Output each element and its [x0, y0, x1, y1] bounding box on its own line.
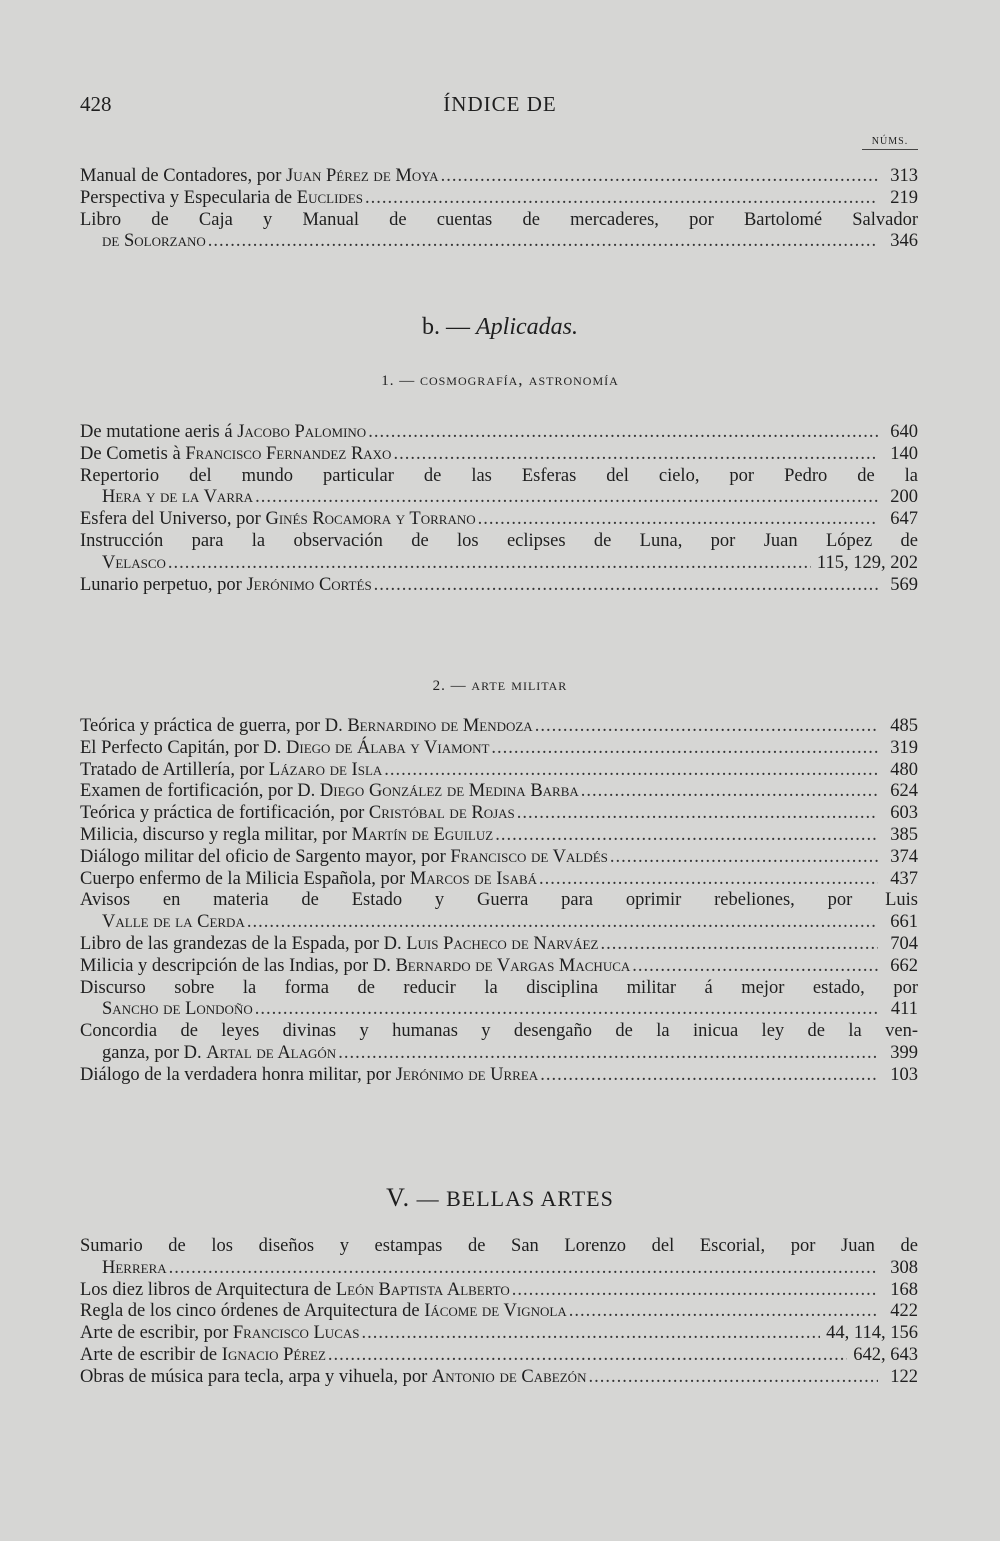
dot-leader [441, 166, 878, 188]
index-entry [80, 781, 918, 803]
entry-text [80, 934, 598, 956]
dot-leader [255, 487, 878, 509]
index-entry [80, 1301, 918, 1323]
entry-title: De Cometis à [80, 443, 186, 464]
dot-leader [478, 509, 878, 531]
entry-author: Jerónimo Cortés [246, 574, 372, 595]
dot-leader [539, 869, 878, 891]
entry-number: 485 [890, 716, 918, 736]
dot-leader [581, 781, 878, 803]
dot-leader [247, 912, 878, 934]
index-entry [80, 738, 918, 760]
section-heading-v [80, 1183, 920, 1213]
entry-author: Francisco de Valdés [450, 846, 608, 867]
entry-author: Luis Pacheco de Narváez [406, 933, 599, 954]
index-entry [80, 825, 918, 847]
section-label: cosmografía, astronomía [419, 370, 619, 389]
entry-number: 411 [890, 999, 918, 1020]
entry-number: 103 [890, 1064, 918, 1085]
entry-first-line: Sumario de los diseños y estampas de San Lorenzo del Escorial, por Juan de [80, 1236, 918, 1256]
index-entry [80, 1065, 918, 1087]
dot-leader [168, 553, 811, 575]
entry-author: Bernardo de Vargas Machuca [395, 955, 631, 976]
entry-title-part: ganza, por D. [102, 1042, 207, 1063]
entries-block-v [80, 1236, 918, 1389]
entry-text [80, 825, 493, 847]
entry-text [80, 422, 366, 444]
subsection-heading-b [80, 314, 920, 341]
entry-title: Los diez libros de Arquitectura de [80, 1279, 336, 1300]
entry-text [102, 1258, 167, 1280]
index-entry [80, 934, 918, 956]
dot-leader [365, 188, 878, 210]
entry-number: 662 [890, 955, 918, 976]
entry-continuation-line [80, 999, 918, 1021]
dot-leader [610, 847, 878, 869]
entry-title: Milicia, discurso y regla militar, por [80, 824, 352, 845]
entries-block-a [80, 166, 918, 253]
entry-line [80, 509, 918, 531]
entry-title: Teórica y práctica de fortificación, por [80, 803, 369, 824]
entry-author: Ginés Rocamora y Torrano [265, 509, 476, 530]
entry-author: Cristóbal de Rojas [368, 803, 515, 824]
entry-author: Ignacio Pérez [221, 1344, 326, 1365]
section-heading-1 [80, 370, 920, 390]
dot-leader [384, 760, 878, 782]
entry-text [80, 444, 391, 466]
entry-number: 313 [890, 166, 918, 186]
entry-line [80, 869, 918, 891]
entry-text [102, 487, 253, 509]
dot-leader [338, 1043, 878, 1065]
entries-block-2 [80, 716, 918, 1087]
dot-leader [374, 575, 878, 597]
entry-title: Arte de escribir de [80, 1344, 222, 1365]
dot-leader [517, 803, 878, 825]
dot-leader [328, 1345, 847, 1367]
index-entry [80, 716, 918, 738]
entry-first-line: Concordia de leyes divinas y humanas y desengaño de la inicua ley de la ven- [80, 1021, 918, 1042]
entry-author: Antonio de Cabezón [431, 1366, 587, 1387]
index-entry [80, 1345, 918, 1367]
entry-number: 219 [890, 187, 918, 208]
entry-author: Hera y de la Varra [102, 487, 254, 508]
entry-text [80, 847, 608, 869]
entry-first-line: Instrucción para la observación de los eclipses de Luna, por Juan López de [80, 530, 918, 551]
entry-number: 624 [890, 781, 918, 802]
entry-number: 308 [890, 1257, 918, 1278]
entry-author: Martín de Eguiluz [351, 824, 494, 845]
entry-title: Diálogo militar del oficio de Sargento mayor, por [80, 846, 451, 867]
entry-text [80, 738, 489, 760]
entry-text [80, 781, 579, 803]
entry-text [102, 1043, 336, 1065]
dot-leader [368, 422, 878, 444]
entry-line [80, 847, 918, 869]
entry-line [80, 422, 918, 444]
entry-title: Examen de fortificación, por D. [80, 781, 320, 802]
subsection-prefix: b. — [422, 314, 476, 340]
dot-leader [393, 444, 878, 466]
index-entry [80, 422, 918, 444]
entry-title: Esfera del Universo, por [80, 509, 266, 530]
entry-first-line: Avisos en materia de Estado y Guerra para oprimir rebeliones, por Luis [80, 890, 918, 911]
entry-author: Diego de Álaba y Viamont [286, 737, 490, 758]
entry-title: Teórica y práctica de guerra, por D. [80, 716, 348, 736]
index-entry [80, 466, 918, 510]
entry-author: Sancho de Londoño [102, 999, 253, 1020]
entry-line [80, 188, 918, 210]
entry-number: 642, 643 [853, 1344, 918, 1365]
entry-first-line: Libro de Caja y Manual de cuentas de mercaderes, por Bartolomé Salvador [80, 209, 918, 230]
entry-line [80, 1065, 918, 1087]
dot-leader [208, 231, 878, 253]
entry-line [80, 956, 918, 978]
entry-number: 422 [890, 1301, 918, 1322]
entry-author: Diego González de Medina Barba [319, 781, 579, 802]
entry-text [80, 956, 630, 978]
entry-title: Perspectiva y Especularia de [80, 187, 297, 208]
entry-line [80, 1323, 918, 1345]
index-entry [80, 1323, 918, 1345]
entry-line [80, 716, 918, 738]
entry-continuation-line [80, 1258, 918, 1280]
entry-number: 385 [890, 824, 918, 845]
entry-text [102, 912, 245, 934]
entry-text [80, 716, 533, 738]
index-entry [80, 531, 918, 575]
dot-leader [512, 1280, 878, 1302]
entry-text [80, 166, 439, 188]
entry-line [80, 575, 918, 597]
entry-continuation-line [80, 231, 918, 253]
dot-leader [491, 738, 878, 760]
index-entry [80, 869, 918, 891]
dot-leader [255, 999, 878, 1021]
dot-leader [588, 1367, 878, 1389]
entry-title: Obras de música para tecla, arpa y vihuela, por [80, 1366, 432, 1387]
entry-text [80, 803, 515, 825]
entry-number: 122 [890, 1366, 918, 1387]
index-entry [80, 575, 918, 597]
index-entry [80, 1236, 918, 1280]
entry-title: Regla de los cinco órdenes de Arquitectura de [80, 1301, 425, 1322]
entry-text [80, 1301, 567, 1323]
entry-continuation-line [80, 1043, 918, 1065]
entry-author: Iácome de Vignola [424, 1301, 567, 1322]
entry-author: Velasco [102, 552, 166, 573]
entry-line [80, 934, 918, 956]
entry-line [80, 1280, 918, 1302]
dot-leader [362, 1323, 821, 1345]
page-header [80, 92, 920, 122]
entry-title: El Perfecto Capitán, por D. [80, 737, 287, 758]
entry-title: De mutatione aeris á [80, 422, 238, 442]
entry-author: Lázaro de Isla [268, 759, 383, 780]
entry-author: Artal de Alagón [206, 1042, 337, 1063]
index-entry [80, 1021, 918, 1065]
entry-number: 200 [890, 487, 918, 508]
entry-author: Jacobo Palomino [237, 422, 367, 442]
entry-author: Jerónimo de Urrea [395, 1064, 539, 1085]
entry-line [80, 1367, 918, 1389]
entry-number: 480 [890, 759, 918, 780]
entry-title: Tratado de Artillería, por [80, 759, 269, 780]
entry-text [80, 1323, 360, 1345]
dot-leader [540, 1065, 878, 1087]
entry-line [80, 444, 918, 466]
index-entry [80, 803, 918, 825]
entry-title: Lunario perpetuo, por [80, 574, 247, 595]
entry-line [80, 738, 918, 760]
entry-title: Manual de Contadores, por [80, 166, 287, 186]
entry-number: 140 [890, 443, 918, 464]
entry-number: 569 [890, 574, 918, 595]
index-entry [80, 166, 918, 188]
entry-number: 647 [890, 509, 918, 530]
entry-author: Francisco Lucas [232, 1323, 360, 1344]
entry-author: Valle de la Cerda [102, 912, 245, 933]
entry-line [80, 760, 918, 782]
entry-author: Bernardino de Mendoza [347, 716, 533, 736]
entry-author: Euclides [296, 187, 363, 208]
section-label: — BELLAS ARTES [410, 1186, 614, 1211]
entry-text [80, 1345, 326, 1367]
index-entry [80, 760, 918, 782]
entry-title: Arte de escribir, por [80, 1323, 233, 1344]
entry-first-line: Repertorio del mundo particular de las Esferas del cielo, por Pedro de la [80, 465, 918, 486]
index-entry [80, 509, 918, 531]
entry-text [80, 575, 372, 597]
index-entry [80, 188, 918, 210]
entry-number: 603 [890, 803, 918, 824]
entry-text [80, 760, 382, 782]
index-entry [80, 444, 918, 466]
entry-title: Diálogo de la verdadera honra militar, por [80, 1064, 396, 1085]
entry-number: 704 [890, 933, 918, 954]
entry-text [102, 231, 206, 253]
index-entry [80, 1367, 918, 1389]
entry-number: 399 [890, 1042, 918, 1063]
entry-number: 319 [890, 737, 918, 758]
entry-line [80, 781, 918, 803]
page-number: 428 [80, 92, 112, 116]
section-roman: V. [386, 1183, 411, 1212]
entry-author: Herrera [102, 1257, 167, 1278]
dot-leader [495, 825, 878, 847]
entry-line [80, 1301, 918, 1323]
index-entry [80, 890, 918, 934]
entry-number: 437 [890, 868, 918, 889]
section-label: arte militar [471, 675, 568, 694]
entry-title: Cuerpo enfermo de la Milicia Española, por [80, 868, 410, 889]
subsection-title: Aplicadas. [476, 314, 578, 340]
dot-leader [169, 1258, 878, 1280]
entry-line [80, 803, 918, 825]
entry-author: León Baptista Alberto [335, 1279, 510, 1300]
index-entry [80, 847, 918, 869]
entry-title: Milicia y descripción de las Indias, por D. [80, 955, 396, 976]
entry-line [80, 166, 918, 188]
entries-block-1 [80, 422, 918, 596]
running-title: ÍNDICE DE [443, 92, 557, 116]
entry-text [80, 509, 476, 531]
entry-number: 661 [890, 912, 918, 933]
nums-column-label: NÚMS. [862, 136, 918, 150]
entry-number: 346 [890, 231, 918, 252]
entry-author: Francisco Fernandez Raxo [185, 443, 392, 464]
dot-leader [569, 1301, 878, 1323]
dot-leader [600, 934, 878, 956]
entry-text [102, 553, 166, 575]
entry-text [80, 1280, 510, 1302]
entry-text [102, 999, 253, 1021]
entry-author: de Solorzano [102, 231, 206, 252]
dot-leader [632, 956, 878, 978]
entry-title: Libro de las grandezas de la Espada, por D. [80, 933, 407, 954]
entry-number: 168 [890, 1279, 918, 1300]
index-entry [80, 1280, 918, 1302]
entry-author: Juan Pérez de Moya [286, 166, 439, 186]
entry-first-line: Discurso sobre la forma de reducir la disciplina militar á mejor estado, por [80, 977, 918, 998]
index-entry [80, 210, 918, 254]
entry-number: 640 [890, 422, 918, 442]
entry-number: 115, 129, 202 [816, 552, 918, 573]
entry-text [80, 188, 363, 210]
entry-line [80, 1345, 918, 1367]
section-heading-2 [80, 675, 920, 695]
entry-number: 374 [890, 846, 918, 867]
entry-text [80, 1367, 586, 1389]
entry-line [80, 825, 918, 847]
entry-text [80, 869, 537, 891]
entry-number: 44, 114, 156 [826, 1323, 918, 1344]
section-number: 1. — [381, 373, 420, 389]
section-number: 2. — [432, 678, 472, 694]
entry-continuation-line [80, 487, 918, 509]
index-entry [80, 978, 918, 1022]
index-entry [80, 956, 918, 978]
entry-continuation-line [80, 912, 918, 934]
dot-leader [535, 716, 878, 738]
entry-author: Marcos de Isabá [409, 868, 538, 889]
entry-continuation-line [80, 553, 918, 575]
entry-text [80, 1065, 538, 1087]
